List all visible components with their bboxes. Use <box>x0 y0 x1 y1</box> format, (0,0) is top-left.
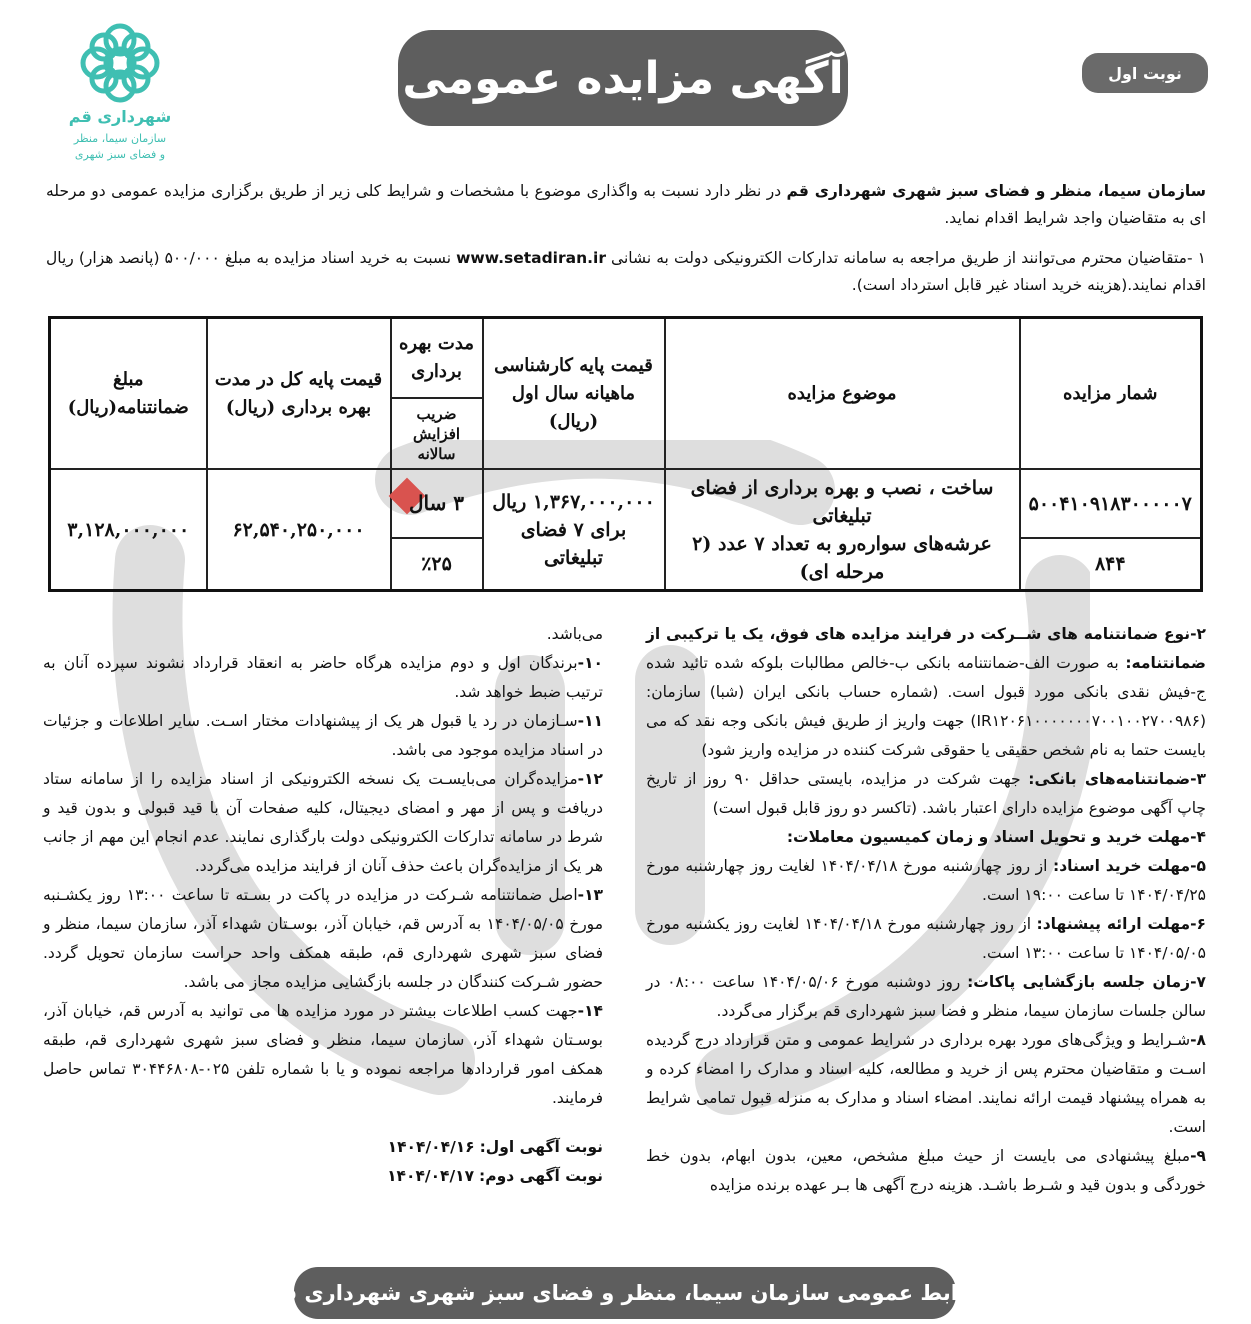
term-14: ۱۴-جهت کسب اطلاعات بیشتر در مورد مزایده ها می توانید به آدرس قم، خیابان آذر، بوسـتان شهداء آذر، سازمان سیما، منظر و فضای سبز شهری شهرداری قم، طبقه همکف امور قراردادها مراجعه نموده و یا با شماره تلفن ۰۲۵-۳۰۴۴۶۸۰۸ تماس حاصل فرمایند. <box>43 1002 603 1107</box>
cell-duration <box>391 469 483 538</box>
header-expert-price <box>483 318 665 470</box>
terms-right-column <box>646 620 1206 1200</box>
footer-public-relations: روابط عمومی سازمان سیما، منظر و فضای سبز شهری شهرداری قم <box>294 1267 956 1319</box>
header-guarantee-line2: ضمانتنامه(ریال) <box>67 396 189 418</box>
term-5: ۵-مهلت خرید اسناد: از روز چهارشنبه مورخ ۱۴۰۴/۰۴/۱۸ لغایت روز چهارشنبه مورخ ۱۴۰۴/۰۴/۲۵ تا ساعت ۱۹:۰۰ است. <box>646 857 1206 904</box>
cell-subject-line2: عرشه‌های سواره‌رو به تعداد ۷ عدد (۲ مرحله ای) <box>692 532 992 583</box>
term-2: ۲-نوع ضمانتنامه های شــرکت در فرایند مزایده های فوق، یک یا ترکیبی از ضمانتنامه: به صورت الف-ضمانتنامه بانکی ب-خالص مطالبات بلوکه شده تائید شده ج-فیش نقدی بانکی مورد قبول است. (شماره حساب بانکی ایران (شبا) سازمان: (IR۱۲۰۶۱۰۰۰۰۰۰۰۷۰۰۱۰۰۲۷۰۰۹۸۶) جهت واریز از طریق فیش بانکی وجه نقد که می بایست حتما به نام شخص حقیقی یا حقوقی شرکت کننده در مزایده واریز شود) <box>646 625 1206 759</box>
item-1-before: ۱ -متقاضیان محترم می‌توانند از طریق مراجعه به سامانه تدارکات الکترونیکی دولت به نشانی <box>605 249 1206 267</box>
cell-expert-price-line1: ۱,۳۶۷,۰۰۰,۰۰۰ ریال <box>492 490 655 513</box>
cell-sub-number: ۸۴۴ <box>1020 538 1202 591</box>
term-8: ۸-شـرایط و ویژگی‌های مورد بهره برداری در شرایط عمومی و متن قرارداد درج گردیده اسـت و متقاضیان محترم پس از خرید و مطالعه، کلیه اسناد و مدارک را امضاء کرده و به همراه پیشنهاد قیمت ارائه نمایند. امضاء اسناد و مدارک به منزله قبول تمامی شرایط است. <box>646 1031 1206 1136</box>
term-12: ۱۲-مزایده‌گران می‌بایسـت یک نسخه الکترونیکی از اسناد مزایده را از سامانه ستاد دریافت و پس از مهر و امضای دیجیتال، کلیه صفحات آن با قید قبولی و بدون قید و شرط در سامانه تدارکات الکترونیکی دولت بارگذاری نمایند. عدم انجام این مهم از جانب هر یک از مزایده‌گران باعث حذف آنان از فرایند مزایده می‌گردد. <box>43 770 603 875</box>
cell-guarantee: ۳,۱۲۸,۰۰۰,۰۰۰ <box>50 469 207 590</box>
cell-expert-price <box>483 469 665 590</box>
cell-subject-line1: ساخت ، نصب و بهره برداری از فضای تبلیغاتی <box>690 476 994 527</box>
term-11: ۱۱-سـازمان در رد یا قبول هر یک از پیشنهادات مختار اسـت. سایر اطلاعات و جزئیات در اسناد مزایده موجود می باشد. <box>43 712 603 759</box>
logo-line-2: و فضای سبز شهری <box>74 148 166 161</box>
cell-number: ۵۰۰۴۱۰۹۱۸۳۰۰۰۰۰۷ <box>1020 469 1202 538</box>
terms-left-column <box>43 620 603 1191</box>
round-badge: نوبت اول <box>1082 53 1208 93</box>
intro-text: در نظر دارد نسبت به واگذاری موضوع با مشخصات و شرایط کلی زیر از طریق برگزاری مزایده عمومی دو مرحله ای به متقاضیان واجد شرایط اقدام نماید. <box>46 182 1206 227</box>
item-1-after: نسبت به خرید اسناد مزایده به مبلغ ۵۰۰/۰۰۰ (پانصد هزار) ریال اقدام نمایند.(هزینه خرید اسناد غیر قابل استرداد است). <box>46 249 1206 294</box>
logo-line-1: سازمان سیما، منظر <box>73 132 167 145</box>
municipality-logo <box>50 18 190 168</box>
table-row <box>50 469 1202 538</box>
header-total-price <box>207 318 391 470</box>
item-1-paragraph <box>46 245 1206 299</box>
header-expert-price-line1: قیمت پایه کارشناسی <box>494 354 653 376</box>
term-3: ۳-ضمانتنامه‌های بانکی: جهت شرکت در مزایده، بایستی حداقل ۹۰ روز از تاریخ چاپ آگهی موضوع مزایده دارای اعتبار باشد. (تاکسر دو روز قابل قبول است) <box>646 770 1206 817</box>
header-total-price-line2: بهره برداری (ریال) <box>225 396 372 418</box>
term-9: ۹-مبلغ پیشنهادی می بایست از حیث مبلغ مشخص، معین، بدون ابهام، بدون خط خوردگی و بدون قید و شـرط باشـد. هزینه درج آگهی ها بـر عهده برنده مزایده <box>646 1147 1206 1194</box>
intro-org-name: سازمان سیما، منظر و فضای سبز شهری شهرداری قم <box>786 182 1206 200</box>
term-4: ۴-مهلت خرید و تحویل اسناد و زمان کمیسیون معاملات: <box>786 828 1206 846</box>
notice-title: آگهی مزایده عمومی <box>398 30 848 126</box>
term-9-continued: می‌باشد. <box>546 625 603 643</box>
auction-table <box>48 316 1203 592</box>
publish-date-first: نوبت آگهی اول: ۱۴۰۴/۰۴/۱۶ <box>387 1138 603 1156</box>
publish-date-second: نوبت آگهی دوم: ۱۴۰۴/۰۴/۱۷ <box>387 1167 603 1185</box>
cell-total-price: ۶۲,۵۴۰,۲۵۰,۰۰۰ <box>207 469 391 590</box>
header-number: شمار مزایده <box>1020 318 1202 470</box>
intro-paragraph <box>46 178 1206 232</box>
term-6: ۶-مهلت ارائه پیشنهاد: از روز چهارشنبه مورخ ۱۴۰۴/۰۴/۱۸ لغایت روز یکشنبه مورخ ۱۴۰۴/۰۵/۰۵ تا ساعت ۱۳:۰۰ است. <box>646 915 1206 962</box>
logo-title: شهرداری قم <box>68 107 172 126</box>
table-header-row <box>50 318 1202 399</box>
cell-expert-price-line2: برای ۷ فضای تبلیغاتی <box>520 518 627 569</box>
term-7: ۷-زمان جلسه بازگشایی پاکات: روز دوشنبه مورخ ۱۴۰۴/۰۵/۰۶ ساعت ۰۸:۰۰ در سالن جلسات سازمان سیما، منظر و فضا سبز شهرداری قم برگزار می‌گردد. <box>646 973 1206 1020</box>
header-subject: موضوع مزایده <box>665 318 1020 470</box>
header-increase-rate: ضریب افزایش سالانه <box>391 398 483 469</box>
header-expert-price-line2: ماهیانه سال اول (ریال) <box>511 382 636 432</box>
cell-subject <box>665 469 1020 590</box>
setadiran-link[interactable]: www.setadiran.ir <box>456 249 606 267</box>
term-10: ۱۰-برندگان اول و دوم مزایده هرگاه حاضر به انعقاد قرارداد نشوند سپرده آنان به ترتیب ضبط خواهد شد. <box>43 654 603 701</box>
header-duration: مدت بهره برداری <box>391 318 483 399</box>
cell-duration-text: ۳ سال <box>408 490 465 515</box>
header-total-price-line1: قیمت پایه کل در مدت <box>214 368 383 390</box>
cell-increase-rate: ٪۲۵ <box>391 538 483 591</box>
header-guarantee <box>50 318 207 470</box>
header-guarantee-line1: مبلغ <box>112 368 144 390</box>
term-13: ۱۳-اصل ضمانتنامه شـرکت در مزایده در پاکت در بسـته تا ساعت ۱۳:۰۰ روز یکشـنبه مورخ ۱۴۰۴/۰۵/۰۵ به آدرس قم، خیابان آذر، بوسـتان شهداء آذر، سازمان سیما، منظر و فضای سبز شهری شهرداری قم، طبقه همکف واحد حراست سازمان تحویل گردد. حضور شـرکت کنندگان در جلسه بازگشایی مزایده مجاز می باشد. <box>43 886 603 991</box>
